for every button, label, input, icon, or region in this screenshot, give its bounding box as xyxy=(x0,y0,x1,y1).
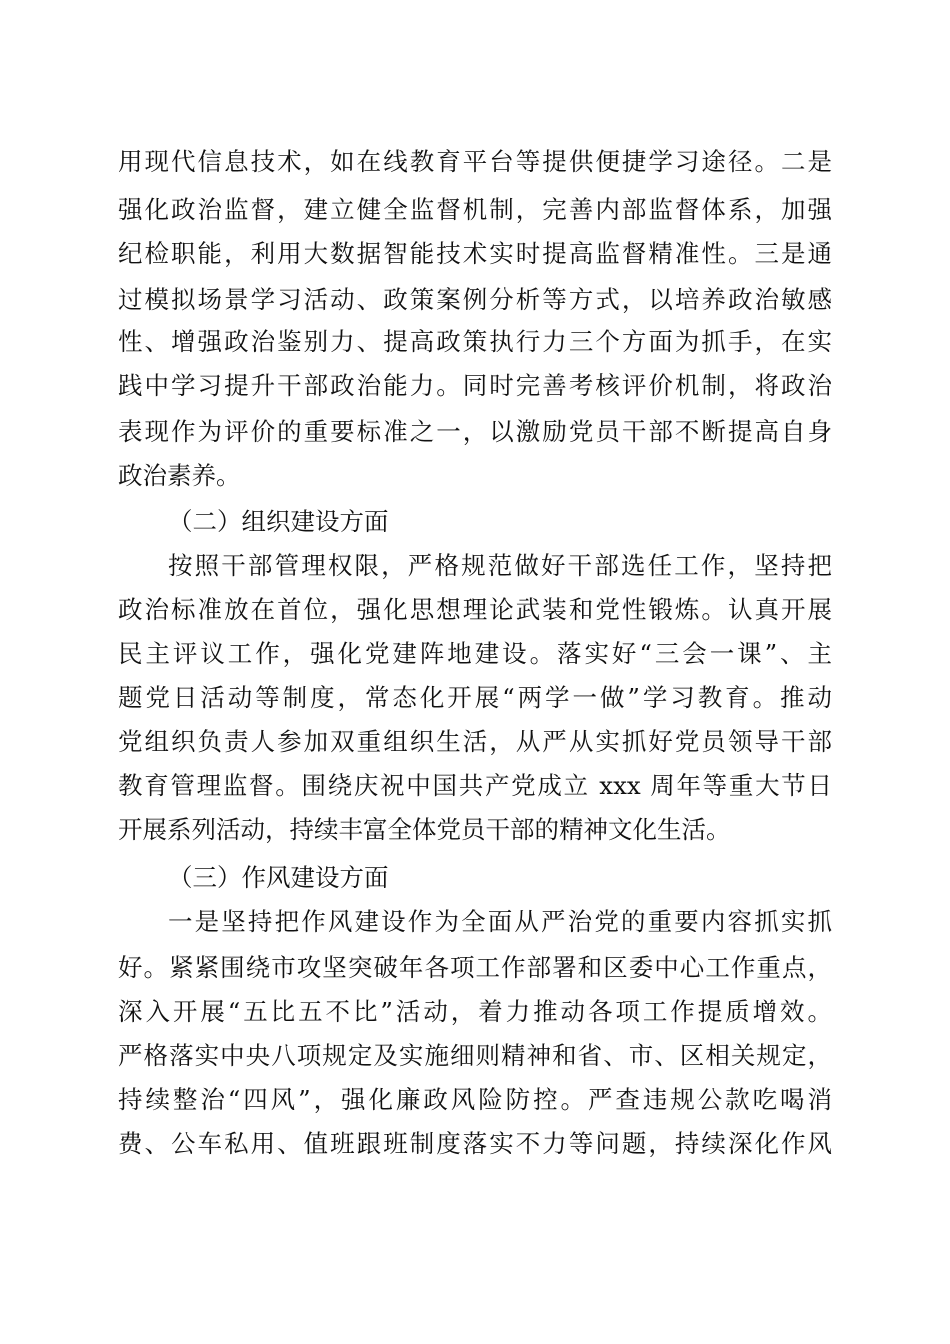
paragraph-line: 好。紧紧围绕市攻坚突破年各项工作部署和区委中心工作重点， xyxy=(118,953,832,982)
paragraph-line: 践中学习提升干部政治能力。同时完善考核评价机制，将政治 xyxy=(118,371,832,400)
paragraph-line: 过模拟场景学习活动、政策案例分析等方式，以培养政治敏感 xyxy=(118,285,832,314)
paragraph-line: 费、公车私用、值班跟班制度落实不力等问题，持续深化作风 xyxy=(118,1129,832,1158)
paragraph-line: 民主评议工作，强化党建阵地建设。落实好“三会一课”、主 xyxy=(118,639,832,668)
paragraph-line: 政治素养。 xyxy=(118,461,241,490)
paragraph-line: 用现代信息技术，如在线教育平台等提供便捷学习途径。二是 xyxy=(118,147,832,176)
section-heading-style: （三）作风建设方面 xyxy=(168,863,389,892)
paragraph-line: 深入开展“五比五不比”活动，着力推动各项工作提质增效。 xyxy=(118,997,832,1026)
paragraph-line: 表现作为评价的重要标准之一，以激励党员干部不断提高自身 xyxy=(118,417,832,446)
paragraph-line: 教育管理监督。围绕庆祝中国共产党成立 xxx 周年等重大节日 xyxy=(118,771,832,800)
paragraph-line: 党组织负责人参加双重组织生活，从严从实抓好党员领导干部 xyxy=(118,727,832,756)
paragraph-line: 纪检职能，利用大数据智能技术实时提高监督精准性。三是通 xyxy=(118,239,832,268)
paragraph-line: 严格落实中央八项规定及实施细则精神和省、市、区相关规定， xyxy=(118,1041,832,1070)
paragraph-line: 按照干部管理权限，严格规范做好干部选任工作，坚持把 xyxy=(168,551,832,580)
paragraph-line: 性、增强政治鉴别力、提高政策执行力三个方面为抓手，在实 xyxy=(118,327,832,356)
paragraph-line: 题党日活动等制度，常态化开展“两学一做”学习教育。推动 xyxy=(118,683,832,712)
paragraph-line: 政治标准放在首位，强化思想理论武装和党性锻炼。认真开展 xyxy=(118,595,832,624)
paragraph-line: 持续整治“四风”，强化廉政风险防控。严查违规公款吃喝消 xyxy=(118,1085,832,1114)
paragraph-line: 开展系列活动，持续丰富全体党员干部的精神文化生活。 xyxy=(118,815,731,844)
paragraph-line: 强化政治监督，建立健全监督机制，完善内部监督体系，加强 xyxy=(118,195,832,224)
paragraph-line: 一是坚持把作风建设作为全面从严治党的重要内容抓实抓 xyxy=(168,907,832,936)
section-heading-organization: （二）组织建设方面 xyxy=(168,507,389,536)
